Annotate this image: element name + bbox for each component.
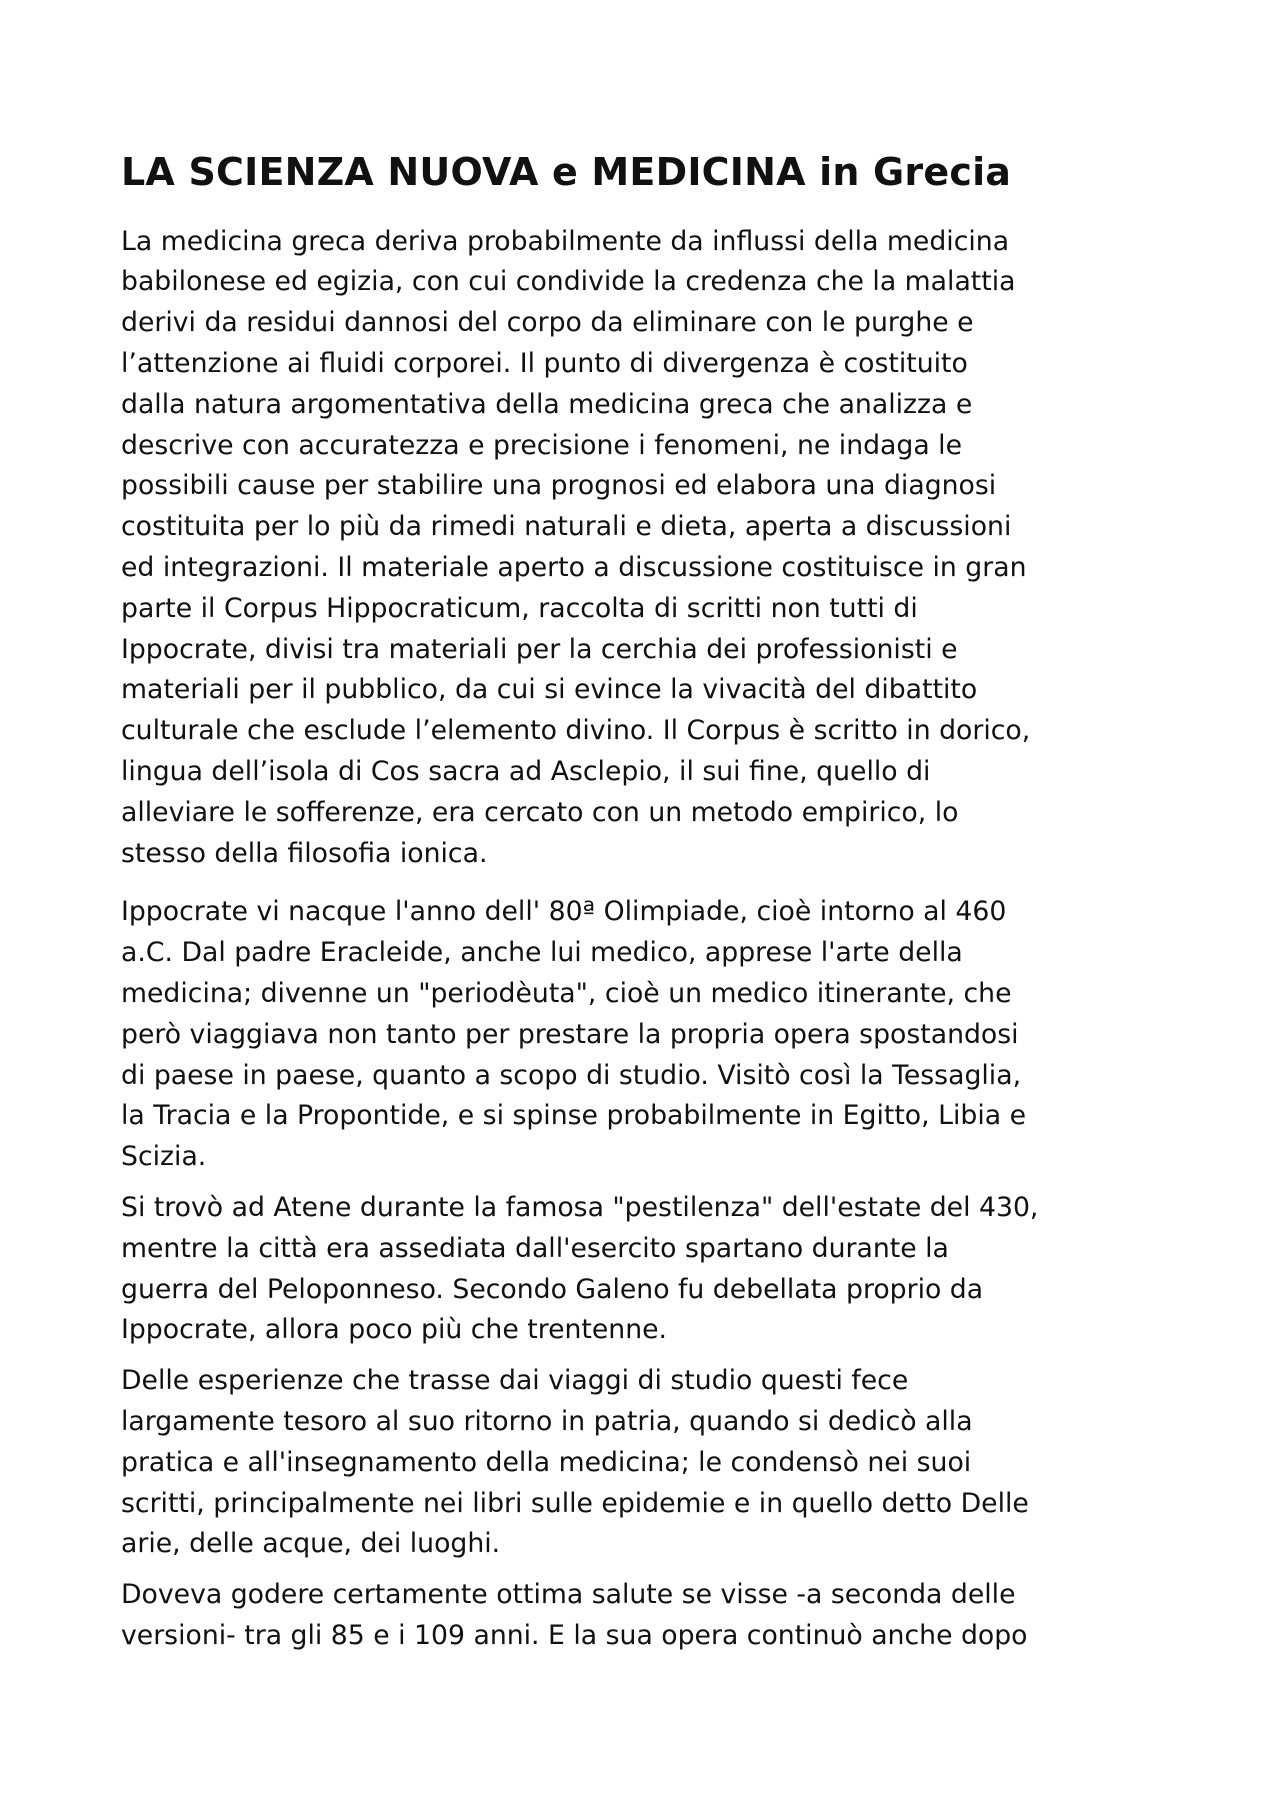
text-line: parte il Corpus Hippocraticum, raccolta di scritti non tutti di xyxy=(121,592,918,624)
text-line: babilonese ed egizia, con cui condivide la credenza che la malattia xyxy=(121,266,1016,298)
text-line: dalla natura argomentativa della medicina greca che analizza e xyxy=(121,388,973,420)
text-line: Doveva godere certamente ottima salute se visse -a seconda delle xyxy=(121,1579,1016,1611)
text-line: lingua dell’isola di Cos sacra ad Asclepio, il sui fine, quello di xyxy=(121,755,931,787)
paragraph-experiences xyxy=(121,1361,1171,1565)
text-line: Si trovò ad Atene durante la famosa "pestilenza" dell'estate del 430, xyxy=(121,1191,1039,1223)
paragraph-birth xyxy=(121,892,1171,1178)
text-line: pratica e all'insegnamento della medicina; le condensò nei suoi xyxy=(121,1446,972,1478)
text-line: la Tracia e la Propontide, e si spinse probabilmente in Egitto, Libia e xyxy=(121,1100,1027,1132)
document-title: LA SCIENZA NUOVA e MEDICINA in Grecia xyxy=(121,150,1012,194)
text-line: Ippocrate, allora poco più che trentenne. xyxy=(121,1314,668,1346)
text-line: culturale che esclude l’elemento divino. Il Corpus è scritto in dorico, xyxy=(121,715,1031,747)
text-line: ed integrazioni. Il materiale aperto a discussione costituisce in gran xyxy=(121,551,1027,583)
text-line: guerra del Peloponneso. Secondo Galeno fu debellata proprio da xyxy=(121,1273,984,1305)
text-line: costituita per lo più da rimedi naturali e dieta, aperta a discussioni xyxy=(121,511,1012,543)
text-line: Ippocrate vi nacque l'anno dell' 80ª Olimpiade, cioè intorno al 460 xyxy=(121,896,1007,928)
paragraph-athens xyxy=(121,1188,1171,1351)
paragraph-intro xyxy=(121,222,1171,875)
document-body xyxy=(121,150,1171,1667)
text-line: però viaggiava non tanto per prestare la propria opera spostandosi xyxy=(121,1018,1019,1050)
text-line: a.C. Dal padre Eracleide, anche lui medico, apprese l'arte della xyxy=(121,937,963,969)
paragraph-longevity xyxy=(121,1575,1171,1657)
text-line: l’attenzione ai fluidi corporei. Il punto di divergenza è costituito xyxy=(121,347,968,379)
text-line: stesso della filosofia ionica. xyxy=(121,837,488,869)
text-line: descrive con accuratezza e precisione i fenomeni, ne indaga le xyxy=(121,429,963,461)
text-line: possibili cause per stabilire una prognosi ed elabora una diagnosi xyxy=(121,470,997,502)
text-line: derivi da residui dannosi del corpo da eliminare con le purghe e xyxy=(121,307,974,339)
text-line: La medicina greca deriva probabilmente da influssi della medicina xyxy=(121,225,1010,257)
text-line: scritti, principalmente nei libri sulle epidemie e in quello detto Delle xyxy=(121,1487,1029,1519)
text-line: versioni- tra gli 85 e i 109 anni. E la sua opera continuò anche dopo xyxy=(121,1619,1028,1651)
text-line: arie, delle acque, dei luoghi. xyxy=(121,1528,501,1560)
text-line: mentre la città era assediata dall'esercito spartano durante la xyxy=(121,1232,949,1264)
text-line: Delle esperienze che trasse dai viaggi di studio questi fece xyxy=(121,1365,909,1397)
text-line: materiali per il pubblico, da cui si evince la vivacità del dibattito xyxy=(121,674,978,706)
text-line: medicina; divenne un "periodèuta", cioè un medico itinerante, che xyxy=(121,977,1012,1009)
text-line: largamente tesoro al suo ritorno in patria, quando si dedicò alla xyxy=(121,1405,973,1437)
text-line: di paese in paese, quanto a scopo di studio. Visitò così la Tessaglia, xyxy=(121,1059,1022,1091)
text-line: alleviare le sofferenze, era cercato con un metodo empirico, lo xyxy=(121,796,959,828)
text-line: Scizia. xyxy=(121,1141,207,1173)
text-line: Ippocrate, divisi tra materiali per la cerchia dei professionisti e xyxy=(121,633,958,665)
